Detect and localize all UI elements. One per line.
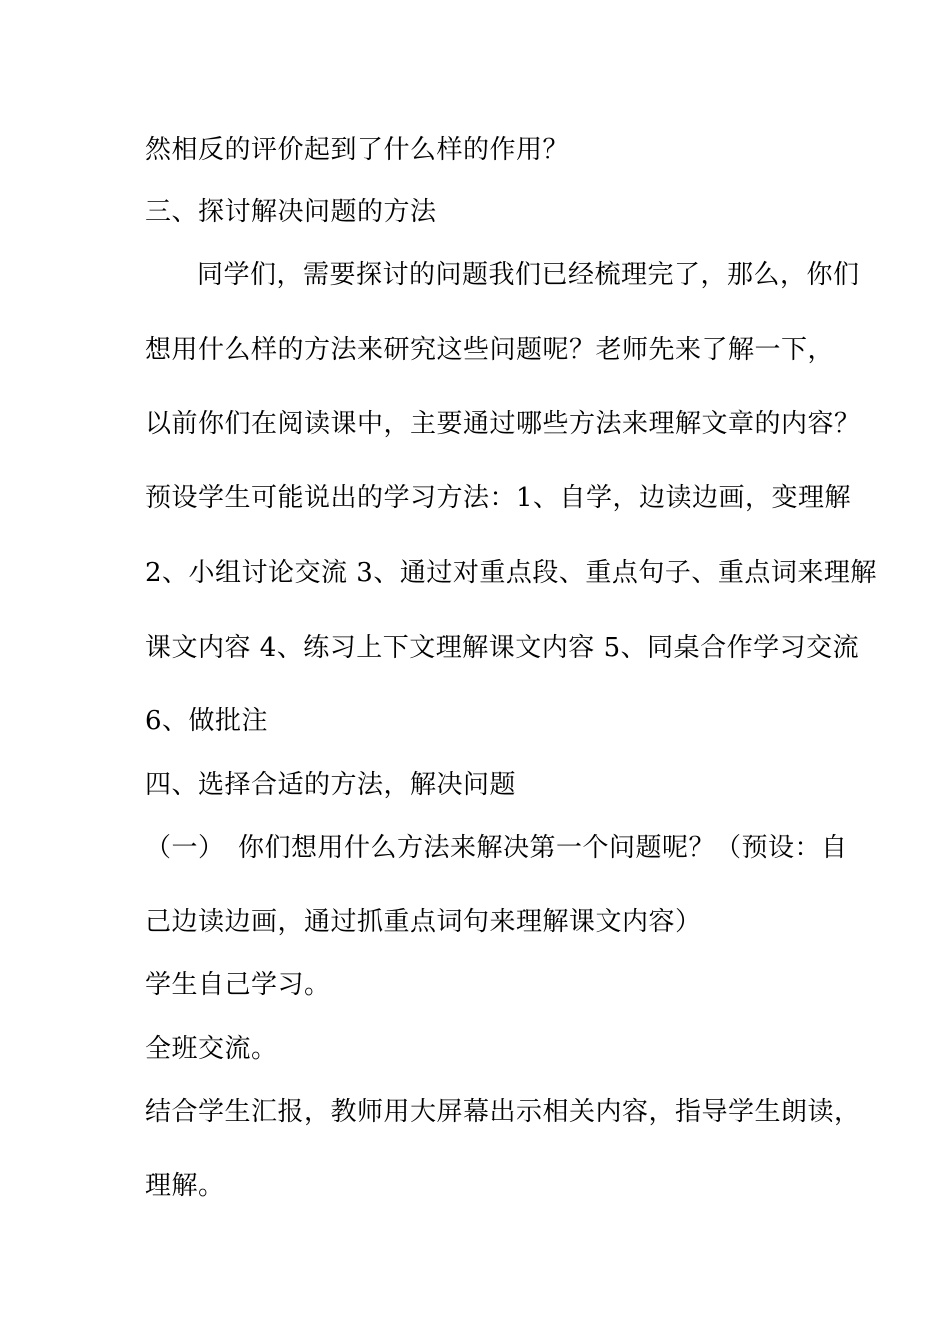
section-heading: 四、选择合适的方法，解决问题 [145,770,517,800]
paragraph-line: 2、小组讨论交流 3、通过对重点段、重点句子、重点词来理解 [145,558,877,588]
paragraph-line: 课文内容 4、练习上下文理解课文内容 5、同桌合作学习交流 [145,633,860,663]
paragraph-line: 6、做批注 [145,706,269,736]
paragraph-line: 同学们，需要探讨的问题我们已经梳理完了，那么，你们 [197,260,860,290]
paragraph-line: 学生自己学习。 [145,970,331,1000]
text-line: 然相反的评价起到了什么样的作用？ [145,135,570,165]
paragraph-line: 结合学生汇报，教师用大屏幕出示相关内容，指导学生朗读， [145,1097,861,1127]
paragraph-line: 想用什么样的方法来研究这些问题呢？老师先来了解一下， [145,335,835,365]
paragraph-line: 理解。 [145,1171,225,1201]
paragraph-line: （一） 你们想用什么方法来解决第一个问题呢？（预设：自 [145,833,848,863]
paragraph-line: 己边读边画，通过抓重点词句来理解课文内容） [145,907,702,937]
paragraph-line: 全班交流。 [145,1034,278,1064]
section-heading: 三、探讨解决问题的方法 [145,197,437,227]
paragraph-line: 预设学生可能说出的学习方法：1、自学，边读边画，变理解 [145,483,852,513]
paragraph-line: 以前你们在阅读课中，主要通过哪些方法来理解文章的内容？ [145,409,861,439]
